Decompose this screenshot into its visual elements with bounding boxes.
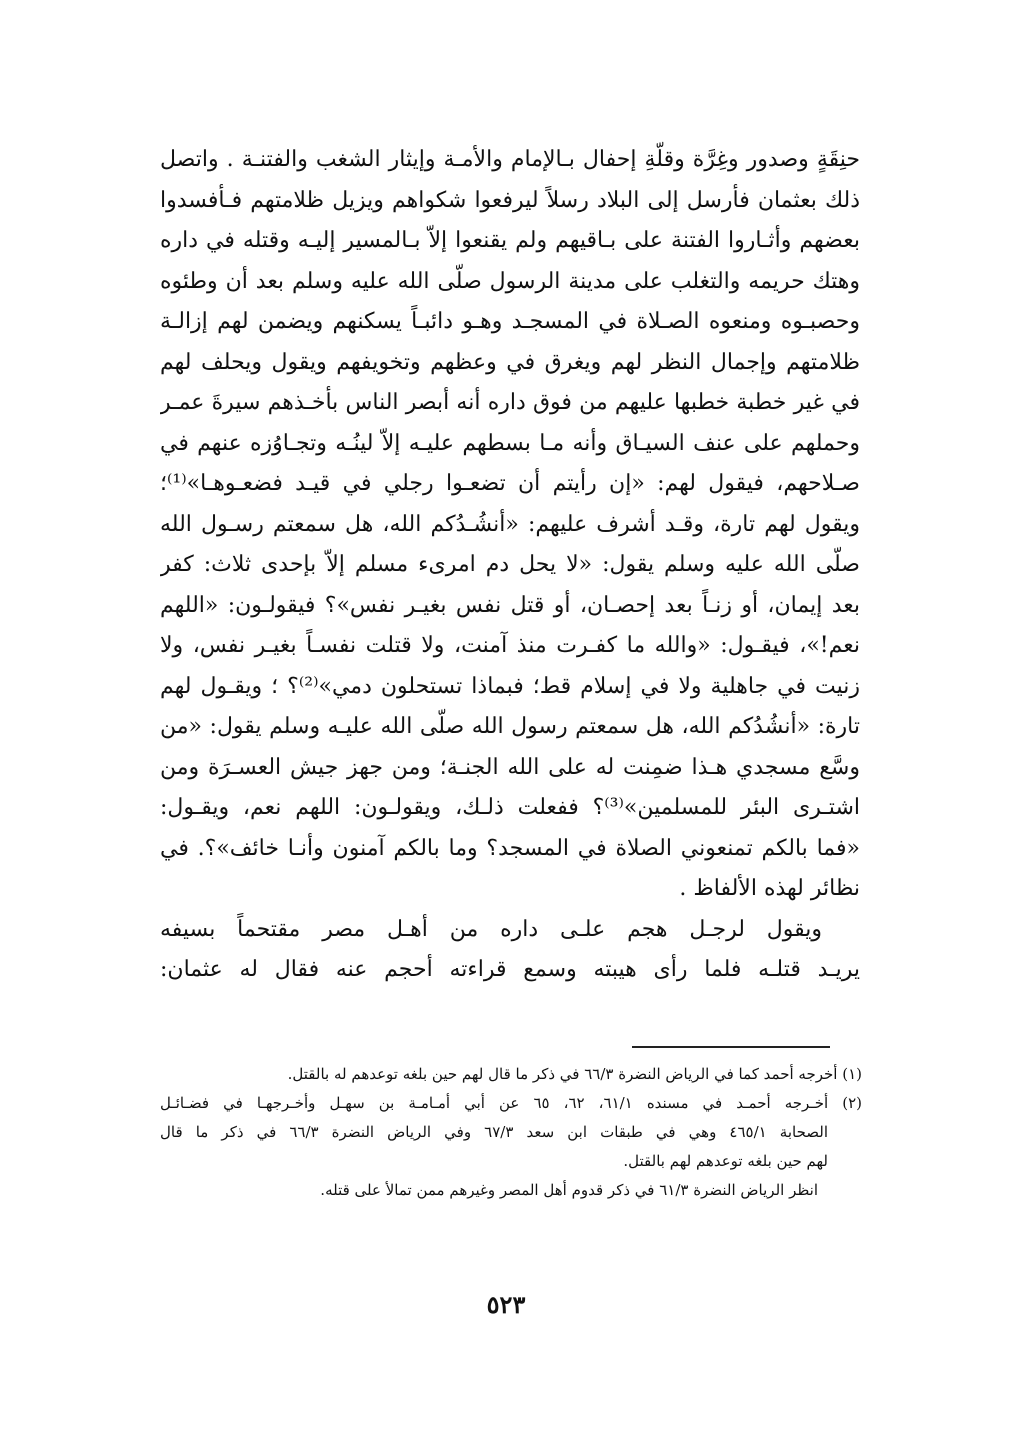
page-number: ٥٢٣ — [486, 1290, 526, 1319]
text-line: وحملهم على عنف السيـاق وأنه مـا بسطهم عليـه إلاّ لينُـه وتجـاوُزه عنهم في — [160, 430, 860, 456]
text-line: في غير خطبة خطبها عليهم من فوق داره أنه أبصر الناس بأخـذهم سيرةَ عمـر — [160, 390, 860, 415]
text-line: ظلامتهم وإجمال النظر لهم ويغرق في وعظهم وتخويفهم ويقول ويحلف لهم — [160, 349, 860, 375]
text-line: وهتك حريمه والتغلب على مدينة الرسول صلّى الله عليه وسلم بعد أن وطئوه — [160, 268, 860, 294]
text-line: تارة: «أنشُدُكم الله، هل سمعتم رسول الله صلّى الله عليـه وسلم يقول: «من — [160, 714, 860, 739]
paragraph-start-line: ويقول لرجـل هجم علـى داره من أهـل مصر مقتحماً بسيفه — [160, 916, 822, 942]
text-line: زنيت في جاهلية ولا في إسلام قط؛ فبماذا تستحلون دمي»⁽²⁾؟ ؛ ويقـول لهم — [160, 673, 860, 699]
text-line: ذلك بعثمان فأرسل إلى البلاد رسلاً ليرفعوا شكواهم ويزيل ظلامتهم فـأفسدوا — [160, 187, 860, 213]
text-line: يريـد قتلـه فلما رأى هيبته وسمع قراءته أحجم عنه فقال له عثمان: — [160, 957, 860, 982]
footnote-2: (٢) أخـرجه أحمـد في مسنده ٦١/١، ٦٢، ٦٥ عن أبي أمـامـة بن سهـل وأخـرجهـا في فضـائـل — [160, 1094, 862, 1112]
text-line: بعضهم وأثـاروا الفتنة على بـاقيهم ولم يقنعوا إلاّ بـالمسير إليـه وقتله في داره — [160, 228, 860, 253]
text-line: وسَّع مسجدي هـذا ضمِنت له على الله الجنـة؛ ومن جهز جيش العسـرَة ومن — [160, 754, 860, 780]
text-line: «فما بالكم تمنعوني الصلاة في المسجد؟ وما بالكم آمنون وأنـا خائف»؟. في — [160, 835, 860, 861]
text-line: صلّى الله عليه وسلم يقول: «لا يحل دم امرىء مسلم إلاّ بإحدى ثلاث: كفر — [160, 552, 860, 577]
text-line: وحصبـوه ومنعوه الصـلاة في المسجـد وهـو دائبـاً يسكنهم ويضمن لهم إزالـة — [160, 309, 860, 334]
paragraph-end-line: نظائر لهذه الألفاظ . — [679, 876, 860, 901]
main-text-block — [160, 140, 860, 991]
footnote-3: انظر الرياض النضرة ٦١/٣ في ذكر قدوم أهل المصر وغيرهم ممن تمالأ على قتله. — [320, 1181, 818, 1199]
text-line: بعد إيمان، أو زنـاً بعد إحصـان، أو قتل نفس بغيـر نفس»؟ فيقولـون: «اللهم — [160, 592, 860, 618]
footnotes-block — [160, 1060, 862, 1205]
footnote-2-continuation: الصحابة ٤٦٥/١ وهي في طبقات ابن سعد ٦٧/٣ وفي الرياض النضرة ٦٦/٣ في ذكر ما قال — [160, 1123, 829, 1141]
text-line: ويقول لهم تارة، وقـد أشرف عليهم: «أنشُـدُكم الله، هل سمعتم رسـول الله — [160, 511, 860, 537]
footnote-2-continuation: لهم حين بلغه توعدهم لهم بالقتل. — [623, 1152, 828, 1170]
footnote-1: (١) أخرجه أحمد كما في الرياض النضرة ٦٦/٣ في ذكر ما قال لهم حين بلغه توعدهم له بالقتل. — [287, 1065, 862, 1083]
footnote-separator — [632, 1046, 830, 1048]
text-line: صـلاحهم، فيقول لهم: «إن رأيتم أن تضعـوا رجلي في قيـد فضعـوهـا»⁽¹⁾؛ — [160, 471, 860, 496]
text-line: حنِقَةٍ وصدور وغِرَّة وقلّةِ إحفال بـالإمام والأمـة وإيثار الشغب والفتنـة . واتصل — [160, 147, 860, 172]
text-line: اشتـرى البئر للمسلمين»⁽³⁾؟ ففعلت ذلـك، ويقولـون: اللهم نعم، ويقـول: — [160, 795, 860, 820]
text-line: نعم!»، فيقـول: «والله ما كفـرت منذ آمنت، ولا قتلت نفسـاً بغيـر نفس، ولا — [160, 633, 860, 658]
